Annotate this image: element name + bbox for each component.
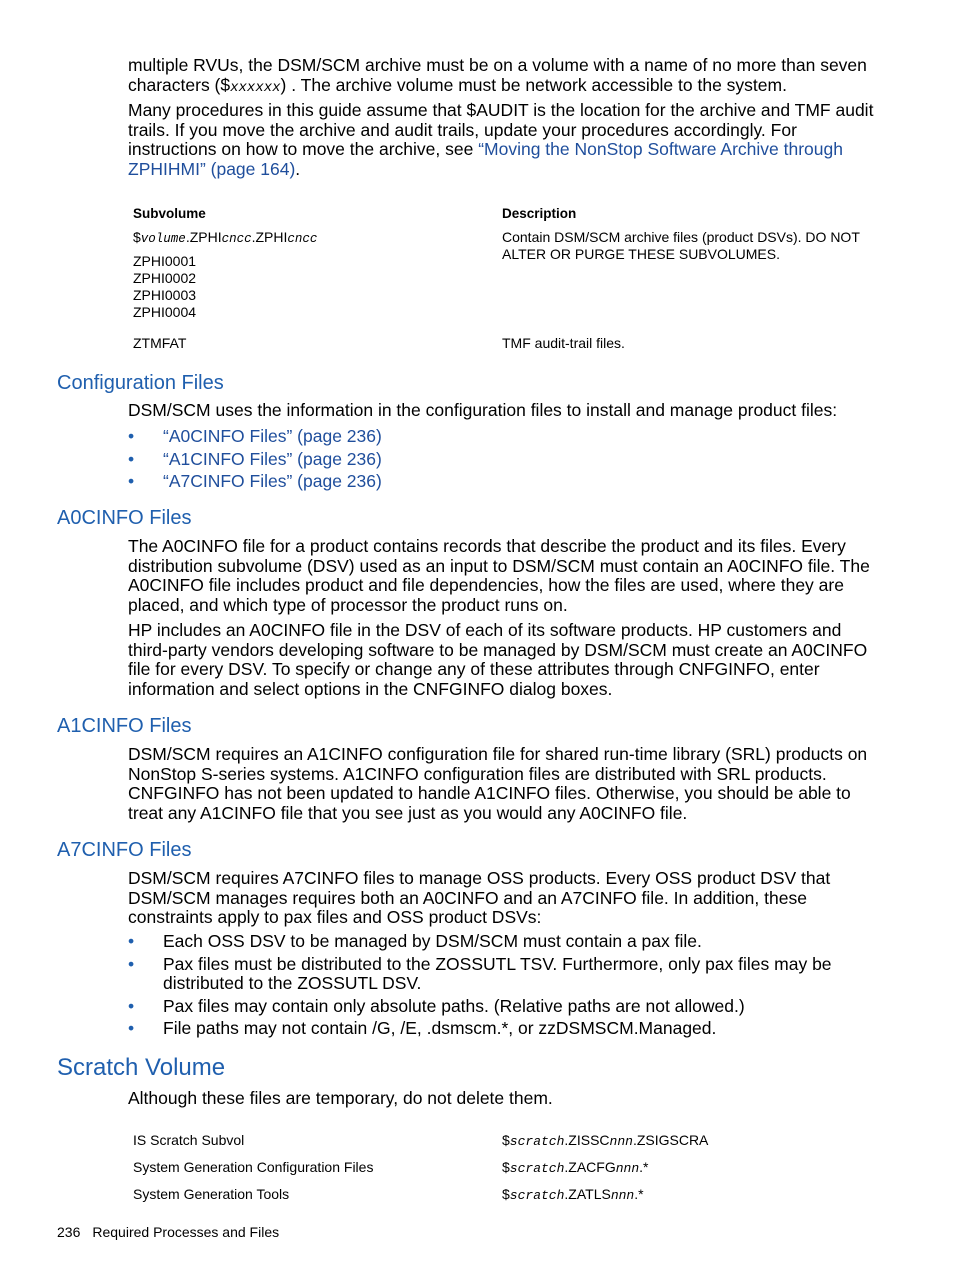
a0cinfo-link[interactable]: “A0CINFO Files” (page 236) [163, 426, 382, 446]
table-header-subvolume: Subvolume [133, 206, 206, 221]
scratch-row-path: $scratch.ZISSCnnn.ZSIGSCRA [502, 1132, 709, 1149]
heading-configuration-files: Configuration Files [57, 372, 224, 394]
bullet-icon: • [128, 953, 135, 974]
table-row-ztmfat-description: TMF audit-trail files. [502, 335, 625, 351]
a7cinfo-paragraph: DSM/SCM requires A7CINFO files to manage OSS products. Every OSS product DSV that DSM/SCM manages requires both an A0CINFO and an A7CINFO file. In addition, these constraints apply to pax files and OSS product DSVs: [128, 868, 831, 927]
scratch-intro: Although these files are temporary, do not delete them. [128, 1088, 553, 1108]
bullet-icon: • [128, 995, 135, 1016]
a7cinfo-link[interactable]: “A7CINFO Files” (page 236) [163, 471, 382, 491]
a1cinfo-link[interactable]: “A1CINFO Files” (page 236) [163, 448, 382, 469]
heading-a0cinfo-files: A0CINFO Files [57, 507, 192, 529]
scratch-row-label: IS Scratch Subvol [133, 1132, 245, 1148]
list-item [128, 425, 873, 448]
intro-paragraph-1: multiple RVUs, the DSM/SCM archive must be on a volume with a name of no more than seven characters ($xxxxxx) . The archive volume must be network accessible to the system. [128, 55, 867, 96]
a7cinfo-constraint-list [128, 932, 873, 1039]
page-number: 236 [57, 1224, 81, 1240]
scratch-row-path: $scratch.ZACFGnnn.* [502, 1159, 649, 1176]
a1cinfo-paragraph: DSM/SCM requires an A1CINFO configuration file for shared run-time library (SRL) products on NonStop S-series systems. A1CINFO configuration files are distributed with SRL products. CNFGINFO has not been updated to handle A1CINFO files. Otherwise, you should be able to treat any A1CINFO file that you see just as you would any A0CINFO file. [128, 744, 868, 823]
bullet-icon: • [128, 931, 135, 951]
table-row-subvolume-archive: $volume.ZPHIcncc.ZPHIcncc [133, 229, 318, 246]
table-header-description: Description [502, 206, 577, 221]
list-item: • Pax files may contain only absolute paths. (Relative paths are not allowed.) [128, 995, 745, 1016]
table-row-archive-description: Contain DSM/SCM archive files (product DSVs). DO NOT ALTER OR PURGE THESE SUBVOLUMES. [502, 229, 860, 262]
heading-a7cinfo-files: A7CINFO Files [57, 839, 192, 861]
configuration-link-list [128, 425, 873, 493]
configuration-intro: DSM/SCM uses the information in the configuration files to install and manage product files: [128, 400, 838, 420]
scratch-row-label: System Generation Tools [133, 1186, 290, 1202]
scratch-row-path: $scratch.ZATLSnnn.* [502, 1186, 644, 1203]
intro-paragraph-2: Many procedures in this guide assume that $AUDIT is the location for the archive and TMF audit trails. If you move the archive and audit trails, update your procedures accordingly. For instructions on how to move the archive, see “Moving the NonStop Software Archive through ZPHIHMI” (page 164). [128, 100, 874, 179]
footer-section-title: Required Processes and Files [92, 1224, 280, 1240]
list-item [128, 470, 873, 493]
bullet-icon: • [128, 1018, 135, 1038]
scratch-row-label: System Generation Configuration Files [133, 1159, 374, 1175]
list-item: • Each OSS DSV to be managed by DSM/SCM must contain a pax file. [128, 931, 702, 951]
moving-archive-link[interactable]: “Moving the NonStop Software Archive through ZPHIHMI” (page 164) [128, 139, 843, 179]
a0cinfo-paragraph-2: HP includes an A0CINFO file in the DSV of each of its software products. HP customers and third-party vendors developing software to be managed by DSM/SCM must create an A0CINFO file for every DSV. To specify or change any of these attributes through CNFGINFO, enter information and select options in the CNFGINFO dialog boxes. [128, 620, 868, 699]
list-item: • File paths may not contain /G, /E, .dsmscm.*, or zzDSMSCM.Managed. [128, 1018, 717, 1038]
bullet-icon: • [128, 426, 135, 446]
bullet-icon: • [128, 471, 135, 491]
table-row-ztmfat: ZTMFAT [133, 335, 187, 351]
a0cinfo-paragraph-1: The A0CINFO file for a product contains records that describe the product and its files. Every distribution subvolume (DSV) used as an input to DSM/SCM must contain an A0CINFO file. The A0CINFO file includes product and file dependencies, how the files are used, where they are placed, and which type of processor the product runs on. [128, 536, 870, 615]
table-row-zphi-list: ZPHI0001 ZPHI0002 ZPHI0003 ZPHI0004 [133, 253, 197, 320]
page-footer [57, 1223, 279, 1243]
heading-a1cinfo-files: A1CINFO Files [57, 715, 192, 737]
bullet-icon: • [128, 448, 135, 469]
list-item: • Pax files must be distributed to the ZOSSUTL TSV. Furthermore, only pax files may be distributed to the ZOSSUTL DSV. [128, 953, 832, 993]
heading-scratch-volume: Scratch Volume [57, 1054, 226, 1081]
list-item [128, 448, 873, 471]
